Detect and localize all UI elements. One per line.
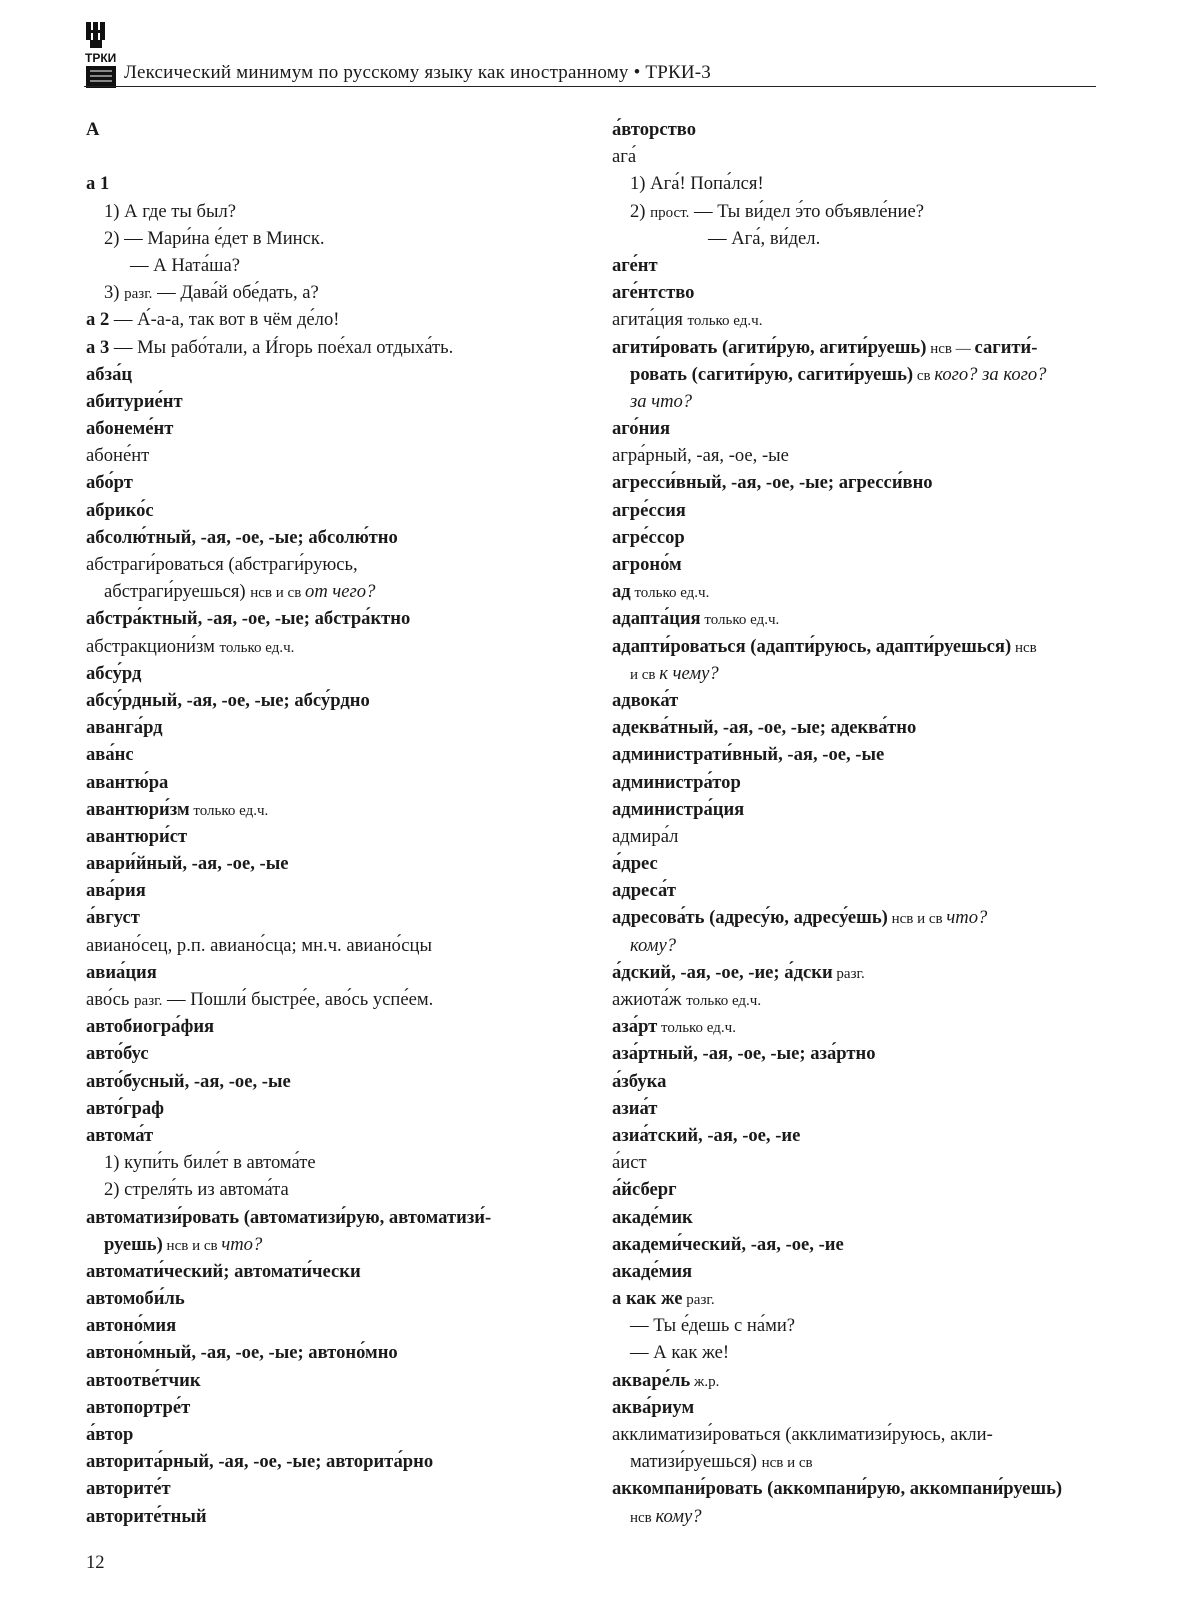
entry-headword: авторита́рный, -ая, -ое, -ые; авторита́рно [86, 1451, 434, 1473]
dictionary-line [612, 904, 1102, 931]
dictionary-line [612, 823, 1102, 850]
entry-headword: автоно́мия [86, 1315, 177, 1337]
dictionary-line [612, 497, 1102, 524]
dictionary-line [86, 279, 572, 306]
dictionary-line [86, 1068, 572, 1095]
entry-headword: абстра́ктный, -ая, -ое, -ые; абстра́ктно [86, 608, 411, 630]
grammar-note: нсв и св [887, 911, 947, 928]
entry-headword: аванга́рд [86, 717, 163, 739]
entry-text: абстраги́роваться (абстраги́руюсь, [86, 554, 358, 575]
entry-text: 2) [630, 200, 651, 222]
dictionary-line [86, 1040, 572, 1067]
grammar-note: только ед.ч. [657, 1020, 736, 1037]
dictionary-line [86, 1339, 572, 1366]
entry-text: 3) [104, 282, 125, 304]
entry-headword: авари́йный, -ая, -ое, -ые [86, 853, 289, 875]
page-header-title: Лексический минимум по русскому языку как иностранному • ТРКИ-3 [124, 62, 711, 83]
entry-headword: агре́ссор [612, 526, 685, 548]
entry-headword: авантюри́зм [86, 798, 190, 820]
entry-headword: агити́ровать (агити́рую, агити́руешь) [612, 336, 927, 358]
dictionary-line [612, 1231, 1102, 1258]
entry-text: — Дава́й обе́дать, а? [152, 282, 319, 304]
grammar-note: только ед.ч. [219, 639, 295, 656]
entry-text: 1) Ага́! Попа́лся! [630, 173, 764, 195]
entry-headword: адапти́роваться (адапти́руюсь, адапти́руешься) [612, 635, 1012, 657]
entry-headword: автомати́ческий; автомати́чески [86, 1260, 361, 1282]
dictionary-line [612, 1285, 1102, 1312]
government-note: за что? [630, 390, 693, 412]
entry-headword: авторите́тный [86, 1505, 207, 1527]
svg-text:ТРКИ: ТРКИ [85, 51, 117, 65]
entry-headword: ава́нс [86, 744, 134, 766]
entry-text: — Ага́, ви́дел. [708, 227, 821, 249]
dictionary-line [86, 306, 572, 333]
dictionary-line [86, 1448, 572, 1475]
dictionary-line [612, 1339, 1102, 1366]
entry-text: авиано́сец, р.п. авиано́сца; мн.ч. авиано́сцы [86, 934, 432, 956]
grammar-note: разг. [832, 965, 865, 982]
dictionary-line [86, 1394, 572, 1421]
dictionary-line [612, 1122, 1102, 1149]
grammar-note: и св [630, 666, 660, 683]
dictionary-line [612, 469, 1102, 496]
entry-headword: авиа́ция [86, 961, 157, 983]
dictionary-line [86, 959, 572, 986]
dictionary-line [612, 1421, 1102, 1448]
dictionary-line [86, 823, 572, 850]
dictionary-line [612, 1068, 1102, 1095]
entry-headword: автоматизи́ровать (автоматизи́рую, автоматизи́- [86, 1206, 492, 1228]
entry-headword: а́дрес [612, 853, 658, 875]
dictionary-line [86, 769, 572, 796]
dictionary-line [612, 633, 1102, 660]
dictionary-line [86, 143, 572, 170]
dictionary-line [612, 1149, 1102, 1176]
entry-headword: аге́нтство [612, 282, 695, 304]
entry-headword: аза́рт [612, 1016, 658, 1038]
dictionary-line [612, 1176, 1102, 1203]
entry-headword: аккомпани́ровать (аккомпани́рую, аккомпани́руешь) [612, 1478, 1063, 1500]
entry-headword: автопортре́т [86, 1396, 191, 1418]
entry-headword: адресова́ть (адресу́ю, адресу́ешь) [612, 907, 888, 929]
dictionary-line [612, 388, 1102, 415]
dictionary-line [612, 225, 1102, 252]
page-number: 12 [86, 1552, 105, 1573]
grammar-note: только ед.ч. [687, 313, 763, 330]
entry-headword: администра́ция [612, 798, 745, 820]
dictionary-line [86, 741, 572, 768]
entry-text: ажиота́ж [612, 989, 687, 1010]
dictionary-line [86, 633, 572, 660]
dictionary-line [612, 442, 1102, 469]
dictionary-line [612, 687, 1102, 714]
entry-headword: автоно́мный, -ая, -ое, -ые; автоно́мно [86, 1342, 398, 1364]
government-note: кому? [655, 1505, 702, 1527]
dictionary-line [612, 769, 1102, 796]
dictionary-line [86, 497, 572, 524]
dictionary-line [612, 1040, 1102, 1067]
grammar-note: разг. [682, 1292, 715, 1309]
dictionary-line [612, 524, 1102, 551]
entry-headword: адеква́тный, -ая, -ое, -ые; адеква́тно [612, 717, 917, 739]
entry-text: — А́-а-а, так вот в чём де́ло! [109, 309, 340, 331]
dictionary-line [86, 116, 572, 143]
entry-text: абоне́нт [86, 445, 150, 467]
entry-headword: абрико́с [86, 499, 154, 521]
dictionary-line [612, 959, 1102, 986]
dictionary-line [612, 1475, 1102, 1502]
dictionary-line [86, 1285, 572, 1312]
dictionary-line [86, 687, 572, 714]
dictionary-line [612, 143, 1102, 170]
dictionary-line [86, 198, 572, 225]
entry-headword: ад [612, 581, 631, 603]
entry-text: 2) стреля́ть из автома́та [104, 1179, 289, 1201]
dictionary-line [86, 170, 572, 197]
entry-headword: агре́ссия [612, 499, 686, 521]
dictionary-line [612, 578, 1102, 605]
dictionary-line [86, 605, 572, 632]
entry-text: абстраги́руешься) [104, 581, 251, 603]
entry-headword: авто́бусный, -ая, -ое, -ые [86, 1070, 291, 1092]
grammar-note: нсв [630, 1509, 656, 1526]
dictionary-line [612, 1204, 1102, 1231]
entry-headword: ава́рия [86, 880, 146, 902]
dictionary-line [612, 877, 1102, 904]
dictionary-line [612, 1448, 1102, 1475]
entry-headword: администрати́вный, -ая, -ое, -ые [612, 744, 885, 766]
entry-headword: а́вторство [612, 119, 696, 140]
dictionary-line [86, 1475, 572, 1502]
grammar-note: только ед.ч. [189, 802, 269, 819]
grammar-note: нсв и св [761, 1455, 813, 1472]
entry-headword: абитурие́нт [86, 390, 183, 412]
dictionary-line [612, 660, 1102, 687]
dictionary-line [86, 524, 572, 551]
grammar-note: нсв и св [250, 585, 306, 602]
entry-headword: автома́т [86, 1124, 154, 1146]
grammar-note: разг. [124, 286, 153, 303]
dictionary-line [86, 932, 572, 959]
entry-headword: руешь) [104, 1233, 163, 1255]
dictionary-line [86, 796, 572, 823]
entry-headword: автоотве́тчик [86, 1369, 201, 1391]
right-column [612, 116, 1102, 1530]
entry-text: акклиматизи́роваться (акклиматизи́руюсь, акли- [612, 1424, 993, 1445]
entry-headword: або́рт [86, 472, 133, 494]
dictionary-line [86, 469, 572, 496]
entry-text: 1) купи́ть биле́т в автома́те [104, 1152, 316, 1174]
dictionary-line [86, 1122, 572, 1149]
dictionary-line [612, 252, 1102, 279]
dictionary-line [612, 1367, 1102, 1394]
grammar-note: нсв [1011, 639, 1037, 656]
grammar-note: только ед.ч. [630, 585, 710, 602]
dictionary-line [86, 551, 572, 578]
dictionary-line [612, 986, 1102, 1013]
entry-headword: авто́бус [86, 1043, 149, 1065]
grammar-note: ж.р. [690, 1373, 720, 1390]
entry-headword: адреса́т [612, 880, 676, 902]
entry-headword: сагити́- [974, 336, 1038, 358]
dictionary-line [86, 442, 572, 469]
dictionary-line [86, 1176, 572, 1203]
entry-text: аво́сь [86, 989, 135, 1010]
dictionary-line [612, 714, 1102, 741]
entry-headword: авантю́ра [86, 771, 169, 793]
entry-text: — А Ната́ша? [130, 254, 240, 276]
dictionary-line [86, 252, 572, 279]
dictionary-line [86, 1149, 572, 1176]
dictionary-line [612, 116, 1102, 143]
dictionary-line [86, 850, 572, 877]
dictionary-line [612, 796, 1102, 823]
dictionary-line [86, 1421, 572, 1448]
entry-headword: аза́ртный, -ая, -ое, -ые; аза́ртно [612, 1043, 876, 1065]
grammar-note: только ед.ч. [686, 993, 762, 1009]
entry-headword: автобиогра́фия [86, 1016, 215, 1038]
entry-headword: агроно́м [612, 554, 682, 575]
government-note: что? [946, 907, 988, 929]
dictionary-line [612, 198, 1102, 225]
grammar-note: св [913, 367, 935, 384]
entry-text: — Ты ви́дел э́то объявле́ние? [689, 200, 924, 222]
entry-headword: администра́тор [612, 771, 741, 793]
entry-headword: а́втор [86, 1424, 134, 1445]
entry-headword: аква́риум [612, 1396, 695, 1418]
dictionary-line [86, 334, 572, 361]
entry-headword: акаде́мия [612, 1260, 693, 1282]
entry-headword: авантюри́ст [86, 825, 188, 847]
dictionary-line [612, 1095, 1102, 1122]
dictionary-line [612, 850, 1102, 877]
dictionary-line [86, 660, 572, 687]
entry-headword: ровать (сагити́рую, сагити́руешь) [630, 363, 914, 385]
entry-headword: авто́граф [86, 1097, 165, 1119]
dictionary-line [86, 1503, 572, 1530]
government-note: к чему? [659, 662, 719, 684]
dictionary-line [612, 1394, 1102, 1421]
entry-headword: акаде́мик [612, 1206, 693, 1228]
dictionary-line [86, 361, 572, 388]
dictionary-line [86, 1013, 572, 1040]
dictionary-line [86, 1312, 572, 1339]
entry-text: — Мы рабо́тали, а И́горь пое́хал отдыха́ть. [109, 336, 454, 358]
entry-headword: а как же [612, 1288, 683, 1310]
entry-headword: азиа́тский, -ая, -ое, -ие [612, 1124, 801, 1146]
dictionary-line [612, 1258, 1102, 1285]
entry-text: адмира́л [612, 825, 679, 847]
entry-headword: академи́ческий, -ая, -ое, -ие [612, 1233, 844, 1255]
entry-headword: адвока́т [612, 689, 679, 711]
entry-text: абстракциони́зм [86, 635, 220, 657]
entry-text: 1) А где ты был? [104, 200, 237, 222]
dictionary-line [86, 986, 572, 1013]
left-column [86, 116, 572, 1530]
dictionary-line [612, 415, 1102, 442]
entry-text: ага́ [612, 146, 637, 168]
entry-headword: а́збука [612, 1070, 667, 1092]
dictionary-line [612, 361, 1102, 388]
trki-logo [84, 20, 122, 90]
entry-headword: а́дский, -ая, -ое, -ие; а́дски [612, 961, 833, 983]
entry-headword: азиа́т [612, 1097, 658, 1119]
grammar-note: нсв — [926, 340, 975, 357]
dictionary-line [86, 578, 572, 605]
dictionary-line [86, 1204, 572, 1231]
government-note: от чего? [305, 581, 376, 603]
entry-headword: акваре́ль [612, 1369, 691, 1391]
entry-text: 2) — Мари́на е́дет в Минск. [104, 227, 325, 249]
entry-headword: а́йсберг [612, 1179, 677, 1201]
government-note: кого? за кого? [934, 363, 1047, 385]
dictionary-line [86, 388, 572, 415]
dictionary-line [86, 1095, 572, 1122]
entry-headword: А [86, 119, 100, 140]
dictionary-line [612, 334, 1102, 361]
dictionary-line [86, 714, 572, 741]
dictionary-line [612, 1503, 1102, 1530]
dictionary-line [612, 551, 1102, 578]
dictionary-line [86, 415, 572, 442]
entry-headword: агресси́вный, -ая, -ое, -ые; агресси́вно [612, 472, 933, 494]
entry-text: — А как же! [630, 1342, 730, 1364]
entry-headword: автомоби́ль [86, 1288, 185, 1310]
header-divider [84, 86, 1096, 87]
dictionary-line [612, 1013, 1102, 1040]
entry-text: а́ист [612, 1152, 647, 1174]
entry-headword: а́вгуст [86, 907, 140, 929]
dictionary-line [86, 904, 572, 931]
government-note: что? [221, 1233, 263, 1255]
entry-headword: аге́нт [612, 254, 658, 276]
entry-headword: авторите́т [86, 1478, 171, 1500]
dictionary-line [612, 932, 1102, 959]
dictionary-line [612, 1312, 1102, 1339]
dictionary-line [86, 225, 572, 252]
entry-headword: абсу́рд [86, 662, 142, 684]
dictionary-line [86, 1258, 572, 1285]
entry-headword: абсу́рдный, -ая, -ое, -ые; абсу́рдно [86, 689, 370, 711]
entry-text: — Ты е́дешь с на́ми? [630, 1315, 796, 1337]
entry-headword: абза́ц [86, 363, 133, 385]
dictionary-line [86, 1231, 572, 1258]
entry-headword: абсолю́тный, -ая, -ое, -ые; абсолю́тно [86, 526, 398, 548]
entry-headword: а 1 [86, 173, 110, 195]
dictionary-line [612, 279, 1102, 306]
entry-headword: адапта́ция [612, 608, 701, 630]
government-note: кому? [630, 934, 676, 956]
grammar-note: прост. [650, 204, 690, 221]
grammar-note: разг. [134, 993, 163, 1009]
dictionary-line [86, 1367, 572, 1394]
entry-headword: а 3 [86, 336, 110, 358]
dictionary-line [612, 170, 1102, 197]
dictionary-line [612, 605, 1102, 632]
entry-text: — Пошли́ быстре́е, аво́сь успе́ем. [162, 989, 434, 1010]
grammar-note: только ед.ч. [700, 612, 780, 629]
entry-text: матизи́руешься) [630, 1451, 762, 1473]
grammar-note: нсв и св [162, 1237, 222, 1254]
entry-headword: аго́ния [612, 418, 671, 440]
entry-headword: абонеме́нт [86, 418, 174, 440]
entry-text: агита́ция [612, 309, 688, 331]
entry-text: агра́рный, -ая, -ое, -ые [612, 445, 789, 467]
dictionary-line [86, 877, 572, 904]
dictionary-line [612, 741, 1102, 768]
entry-headword: а 2 [86, 309, 110, 331]
dictionary-line [612, 306, 1102, 333]
